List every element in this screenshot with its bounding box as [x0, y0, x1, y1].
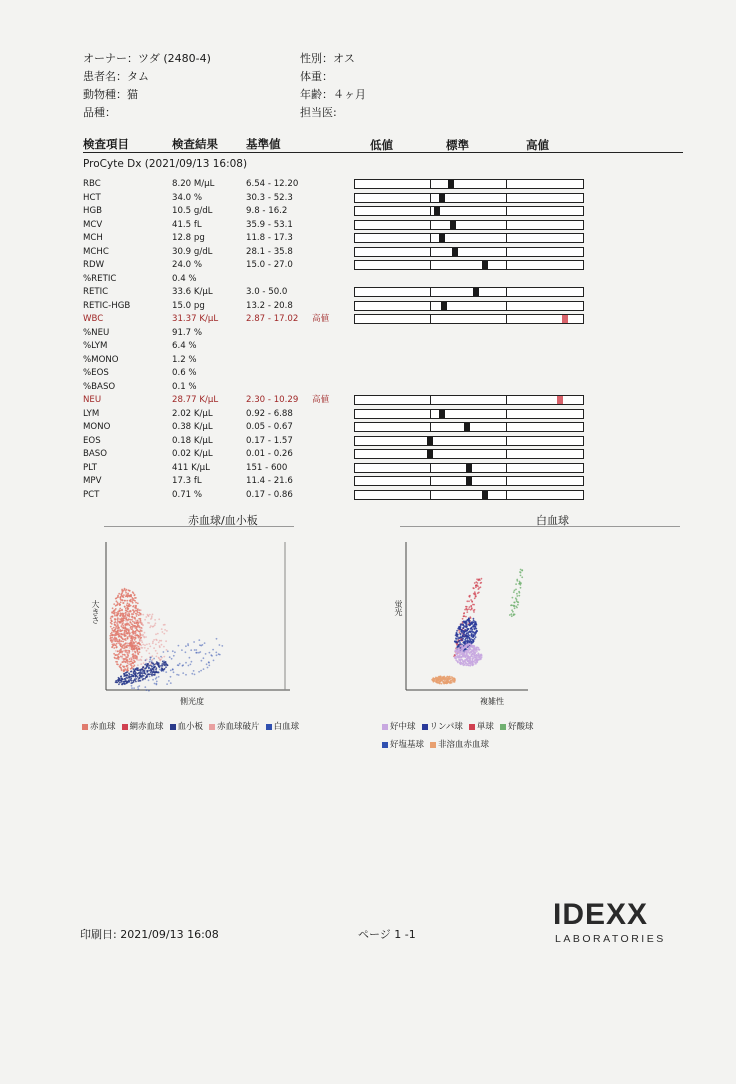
- table-row: [0, 178, 736, 191]
- species-field: 動物種：猫: [83, 88, 138, 101]
- bar-divider: [430, 194, 431, 202]
- legend-swatch: [430, 742, 436, 748]
- table-row: [0, 313, 736, 326]
- sex-field: 性別：オス: [300, 52, 355, 65]
- idexx-logo-subtitle: LABORATORIES: [555, 933, 666, 945]
- breed-field: 品種：: [83, 106, 116, 119]
- range-marker: [427, 450, 433, 458]
- bar-divider: [506, 207, 507, 215]
- range-marker: [450, 221, 456, 229]
- table-row: [0, 232, 736, 245]
- table-row: [0, 408, 736, 421]
- table-row: [0, 448, 736, 461]
- range-indicator-bar: [354, 449, 584, 459]
- table-row: [0, 421, 736, 434]
- test-name: MPV: [83, 476, 102, 486]
- test-result: 15.0 pg: [172, 300, 205, 311]
- legend-item: [382, 718, 416, 736]
- test-name: RBC: [83, 179, 101, 189]
- range-indicator-bar: [354, 260, 584, 270]
- range-indicator-bar: [354, 233, 584, 243]
- plot-title-rule-left: [104, 526, 294, 527]
- range-marker: [434, 207, 440, 215]
- range-marker: [482, 491, 488, 499]
- test-result: 0.71 %: [172, 489, 203, 500]
- test-result: 0.4 %: [172, 273, 197, 284]
- legend-label: 白血球: [273, 722, 300, 732]
- test-result: 34.0 %: [172, 192, 203, 203]
- table-row: [0, 300, 736, 313]
- reference-range: 151 - 600: [246, 462, 288, 473]
- test-result: 28.77 K/μL: [172, 395, 219, 405]
- reference-range: 0.01 - 0.26: [246, 449, 293, 459]
- wbc-scatter-plot: [398, 530, 538, 710]
- reference-range: 11.4 - 21.6: [246, 476, 293, 486]
- bar-divider: [506, 248, 507, 256]
- range-marker: [452, 248, 458, 256]
- legend-label: リンパ球: [429, 722, 463, 732]
- test-result: 10.5 g/dL: [172, 206, 213, 216]
- range-indicator-bar: [354, 287, 584, 297]
- column-header-reference: 基準値: [246, 137, 281, 151]
- legend-swatch: [500, 724, 506, 730]
- range-marker: [439, 410, 445, 418]
- table-row: [0, 489, 736, 502]
- range-marker: [466, 464, 472, 472]
- bar-divider: [506, 288, 507, 296]
- range-indicator-bar: [354, 476, 584, 486]
- range-marker: [557, 396, 563, 404]
- test-result: 41.5 fL: [172, 219, 202, 230]
- column-header-high: 高値: [526, 138, 549, 152]
- test-name: MONO: [83, 422, 111, 432]
- bar-divider: [430, 491, 431, 499]
- header-divider: [83, 152, 683, 153]
- left-plot-legend: [82, 718, 322, 736]
- reference-range: 0.17 - 1.57: [246, 435, 293, 446]
- test-name: %EOS: [83, 368, 109, 378]
- test-result: 0.1 %: [172, 381, 197, 392]
- range-indicator-bar: [354, 490, 584, 500]
- bar-divider: [430, 221, 431, 229]
- legend-swatch: [82, 724, 88, 730]
- test-name: NEU: [83, 395, 102, 405]
- range-indicator-bar: [354, 463, 584, 473]
- table-row: [0, 340, 736, 353]
- range-marker: [427, 437, 433, 445]
- table-row: [0, 259, 736, 272]
- test-result: 91.7 %: [172, 327, 203, 338]
- test-result: 6.4 %: [172, 341, 197, 351]
- table-row: [0, 462, 736, 475]
- reference-range: 2.87 - 17.02: [246, 314, 299, 324]
- bar-divider: [430, 396, 431, 404]
- bar-divider: [430, 423, 431, 431]
- test-name: MCV: [83, 219, 103, 230]
- legend-label: 赤血球破片: [217, 722, 260, 732]
- bar-divider: [430, 248, 431, 256]
- legend-item: [266, 718, 300, 736]
- column-header-result: 検査結果: [172, 137, 218, 151]
- range-indicator-bar: [354, 179, 584, 189]
- bar-divider: [506, 450, 507, 458]
- table-row: [0, 367, 736, 380]
- print-date: 印刷日: 2021/09/13 16:08: [80, 928, 219, 941]
- legend-item: [430, 736, 489, 754]
- legend-label: 血小板: [177, 722, 204, 732]
- right-plot-y-label: 蛍光: [394, 600, 403, 616]
- test-name: LYM: [83, 408, 100, 419]
- plot-title-rule-right: [400, 526, 680, 527]
- rbc-plt-plot-title: 赤血球/血小板: [188, 514, 258, 527]
- legend-swatch: [469, 724, 475, 730]
- table-row: [0, 246, 736, 259]
- bar-divider: [506, 234, 507, 242]
- bar-divider: [506, 396, 507, 404]
- test-result: 31.37 K/μL: [172, 314, 219, 324]
- test-name: PLT: [83, 462, 98, 473]
- legend-swatch: [122, 724, 128, 730]
- bar-divider: [430, 315, 431, 323]
- legend-item: [500, 718, 534, 736]
- range-indicator-bar: [354, 422, 584, 432]
- bar-divider: [430, 180, 431, 188]
- legend-swatch: [382, 742, 388, 748]
- bar-divider: [506, 410, 507, 418]
- legend-label: 単球: [476, 722, 494, 732]
- test-name: EOS: [83, 435, 101, 446]
- bar-divider: [430, 410, 431, 418]
- reference-range: 13.2 - 20.8: [246, 300, 293, 311]
- table-row: [0, 273, 736, 286]
- range-marker: [466, 477, 472, 485]
- test-result: 0.38 K/μL: [172, 422, 213, 432]
- legend-item: [82, 718, 116, 736]
- test-result: 17.3 fL: [172, 476, 202, 486]
- legend-item: [469, 718, 494, 736]
- owner-field: オーナー：ツダ (2480-4): [83, 52, 211, 65]
- legend-label: 赤血球: [90, 722, 116, 732]
- status-flag: 高値: [312, 314, 330, 324]
- legend-swatch: [266, 724, 272, 730]
- bar-divider: [506, 315, 507, 323]
- legend-label: 好酸球: [507, 722, 534, 732]
- reference-range: 2.30 - 10.29: [246, 395, 299, 405]
- test-result: 8.20 M/μL: [172, 179, 215, 189]
- legend-item: [122, 718, 164, 736]
- test-result: 2.02 K/μL: [172, 408, 213, 419]
- legend-label: 好塩基球: [390, 740, 425, 750]
- reference-range: 11.8 - 17.3: [246, 233, 293, 243]
- test-name: %LYM: [83, 341, 108, 351]
- legend-swatch: [382, 724, 388, 730]
- bar-divider: [506, 491, 507, 499]
- reference-range: 0.92 - 6.88: [246, 408, 293, 419]
- section-title: ProCyte Dx (2021/09/13 16:08): [83, 158, 248, 170]
- range-indicator-bar: [354, 247, 584, 257]
- test-name: MCH: [83, 233, 103, 243]
- bar-divider: [506, 477, 507, 485]
- test-name: %NEU: [83, 327, 110, 338]
- test-name: RETIC: [83, 287, 109, 297]
- table-row: [0, 354, 736, 367]
- reference-range: 30.3 - 52.3: [246, 192, 293, 203]
- legend-swatch: [209, 724, 215, 730]
- table-row: [0, 381, 736, 394]
- table-row: [0, 435, 736, 448]
- bar-divider: [506, 180, 507, 188]
- reference-range: 35.9 - 53.1: [246, 219, 293, 230]
- range-marker: [482, 261, 488, 269]
- bar-divider: [506, 437, 507, 445]
- bar-divider: [506, 194, 507, 202]
- column-header-item: 検査項目: [83, 137, 129, 151]
- range-indicator-bar: [354, 220, 584, 230]
- range-marker: [473, 288, 479, 296]
- legend-swatch: [170, 724, 176, 730]
- reference-range: 6.54 - 12.20: [246, 179, 299, 189]
- range-marker: [448, 180, 454, 188]
- range-indicator-bar: [354, 301, 584, 311]
- weight-field: 体重：: [300, 70, 333, 83]
- bar-divider: [506, 423, 507, 431]
- doctor-field: 担当医:: [300, 106, 337, 119]
- column-header-low: 低値: [370, 138, 393, 152]
- reference-range: 0.17 - 0.86: [246, 489, 293, 500]
- test-name: PCT: [83, 489, 100, 500]
- bar-divider: [430, 477, 431, 485]
- bar-divider: [506, 221, 507, 229]
- test-name: %RETIC: [83, 273, 117, 284]
- age-field: 年齢：４ヶ月: [300, 88, 366, 101]
- range-marker: [464, 423, 470, 431]
- reference-range: 15.0 - 27.0: [246, 260, 293, 270]
- test-result: 411 K/μL: [172, 462, 210, 473]
- left-plot-x-label: 側光度: [180, 697, 204, 706]
- bar-divider: [430, 261, 431, 269]
- column-header-normal: 標準: [446, 138, 469, 152]
- range-marker: [439, 234, 445, 242]
- bar-divider: [506, 261, 507, 269]
- test-result: 24.0 %: [172, 260, 203, 270]
- range-marker: [562, 315, 568, 323]
- legend-item: [422, 718, 463, 736]
- range-indicator-bar: [354, 314, 584, 324]
- bar-divider: [430, 288, 431, 296]
- reference-range: 3.0 - 50.0: [246, 287, 288, 297]
- test-name: WBC: [83, 314, 104, 324]
- table-row: [0, 327, 736, 340]
- table-row: [0, 192, 736, 205]
- bar-divider: [506, 302, 507, 310]
- range-indicator-bar: [354, 395, 584, 405]
- table-row: [0, 394, 736, 407]
- bar-divider: [430, 234, 431, 242]
- patient-field: 患者名：タム: [83, 70, 149, 83]
- range-indicator-bar: [354, 436, 584, 446]
- wbc-plot-title: 白血球: [536, 514, 569, 527]
- test-result: 1.2 %: [172, 354, 197, 365]
- page-number: ページ 1 -1: [358, 928, 416, 941]
- reference-range: 28.1 - 35.8: [246, 246, 293, 257]
- legend-label: 網赤血球: [129, 722, 164, 732]
- test-name: MCHC: [83, 246, 109, 257]
- test-result: 0.6 %: [172, 368, 197, 378]
- reference-range: 0.05 - 0.67: [246, 422, 293, 432]
- table-row: [0, 205, 736, 218]
- status-flag: 高値: [312, 395, 330, 405]
- test-result: 33.6 K/μL: [172, 287, 213, 297]
- table-row: [0, 219, 736, 232]
- test-result: 30.9 g/dL: [172, 246, 213, 257]
- legend-item: [209, 718, 260, 736]
- test-name: HGB: [83, 206, 103, 216]
- bar-divider: [506, 464, 507, 472]
- table-row: [0, 286, 736, 299]
- range-indicator-bar: [354, 206, 584, 216]
- legend-label: 非溶血赤血球: [438, 740, 490, 750]
- test-name: BASO: [83, 449, 107, 459]
- bar-divider: [430, 464, 431, 472]
- legend-label: 好中球: [390, 722, 416, 732]
- test-result: 12.8 pg: [172, 233, 205, 243]
- test-name: RDW: [83, 260, 105, 270]
- test-result: 0.02 K/μL: [172, 449, 213, 459]
- legend-item: [382, 736, 424, 754]
- test-name: %BASO: [83, 381, 116, 392]
- legend-swatch: [422, 724, 428, 730]
- test-name: RETIC-HGB: [83, 300, 131, 311]
- range-indicator-bar: [354, 193, 584, 203]
- test-name: %MONO: [83, 354, 119, 365]
- table-row: [0, 475, 736, 488]
- test-name: HCT: [83, 192, 101, 203]
- legend-item: [170, 718, 204, 736]
- range-indicator-bar: [354, 409, 584, 419]
- rbc-plt-scatter-plot: [80, 530, 300, 710]
- idexx-logo: IDEXX: [553, 898, 649, 931]
- test-result: 0.18 K/μL: [172, 435, 213, 446]
- bar-divider: [430, 207, 431, 215]
- range-marker: [441, 302, 447, 310]
- right-plot-x-label: 複雑性: [480, 697, 504, 706]
- range-marker: [439, 194, 445, 202]
- bar-divider: [430, 302, 431, 310]
- reference-range: 9.8 - 16.2: [246, 206, 288, 216]
- left-plot-y-label: 大きさ: [91, 600, 100, 624]
- right-plot-legend: [382, 718, 582, 754]
